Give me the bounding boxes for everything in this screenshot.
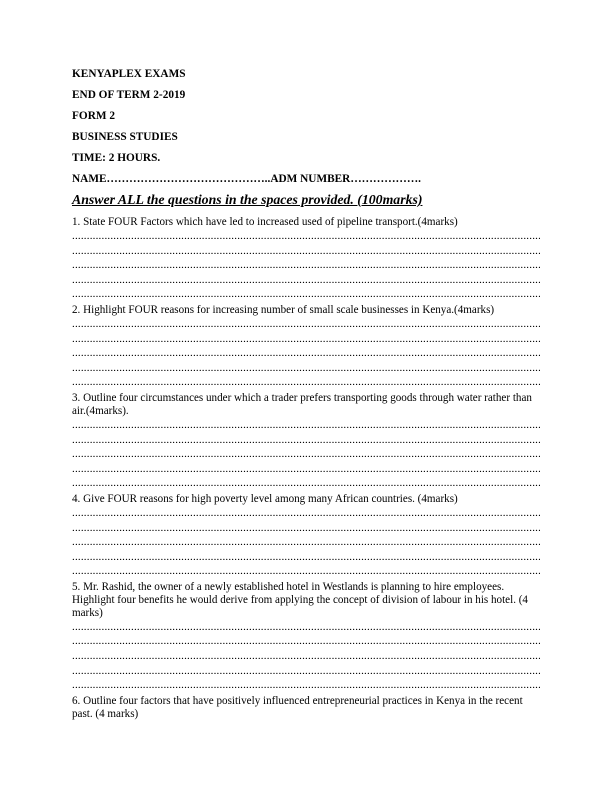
answer-space: [72, 229, 540, 302]
exam-time: TIME: 2 HOURS.: [72, 152, 161, 164]
question-3: [72, 392, 540, 491]
answer-line: [72, 535, 540, 550]
question-text: 4. Give FOUR reasons for high poverty level among many African countries. (4marks): [72, 492, 458, 505]
question-text: 6. Outline four factors that have positively influenced entrepreneurial practices in Kenya in the recent past. (4 marks): [72, 694, 523, 720]
question-5: [72, 581, 540, 693]
answer-line: [72, 361, 540, 376]
instructions: Answer ALL the questions in the spaces provided. (100marks): [72, 192, 423, 207]
answer-line: [72, 375, 540, 390]
answer-line: [72, 462, 540, 477]
school-name: KENYAPLEX EXAMS: [72, 68, 186, 80]
answer-line: [72, 620, 540, 635]
question-text: 3. Outline four circumstances under which a trader prefers transporting goods through water rather than air.(4marks).: [72, 391, 532, 417]
answer-line: [72, 447, 540, 462]
answer-line: [72, 649, 540, 664]
answer-space: [72, 418, 540, 491]
answer-line: [72, 521, 540, 536]
form-level: FORM 2: [72, 110, 115, 122]
answer-line: [72, 506, 540, 521]
answer-line: [72, 634, 540, 649]
answer-line: [72, 346, 540, 361]
question-4: [72, 493, 540, 579]
answer-line: [72, 564, 540, 579]
question-text: 2. Highlight FOUR reasons for increasing number of small scale businesses in Kenya.(4marks): [72, 303, 495, 316]
answer-line: [72, 258, 540, 273]
answer-line: [72, 287, 540, 302]
answer-line: [72, 244, 540, 259]
question-text: 1. State FOUR Factors which have led to increased used of pipeline transport.(4marks): [72, 216, 458, 228]
answer-line: [72, 678, 540, 693]
answer-line: [72, 476, 540, 491]
exam-term: END OF TERM 2-2019: [72, 89, 186, 101]
answer-space: [72, 317, 540, 390]
answer-line: [72, 317, 540, 332]
answer-line: [72, 550, 540, 565]
subject-name: BUSINESS STUDIES: [72, 131, 178, 143]
exam-page: [72, 64, 540, 721]
answer-line: [72, 332, 540, 347]
question-6: [72, 695, 540, 721]
answer-line: [72, 433, 540, 448]
question-text: 5. Mr. Rashid, the owner of a newly established hotel in Westlands is planning to hire employees. Highlight four benefits he would derive from applying the concept of division of labour in his hotel. (4 marks): [72, 580, 528, 619]
answer-space: [72, 506, 540, 579]
answer-line: [72, 273, 540, 288]
name-adm-field: NAME……………………………………..ADM NUMBER……………….: [72, 173, 421, 185]
answer-line: [72, 664, 540, 679]
answer-space: [72, 620, 540, 693]
question-2: [72, 304, 540, 390]
answer-line: [72, 418, 540, 433]
question-1: [72, 216, 540, 302]
answer-line: [72, 229, 540, 244]
